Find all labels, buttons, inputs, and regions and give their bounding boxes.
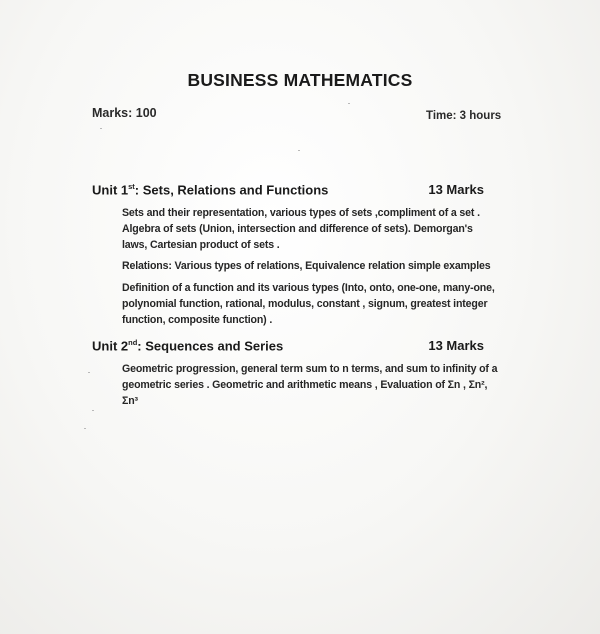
unit-1-paragraph-sets: Sets and their representation, various types of sets ,compliment of a set . Algebra of sets (Union, intersection and difference of sets). Demorgan's laws, Cartesian product of sets . (122, 207, 480, 251)
unit-1-label: Unit 1 (92, 182, 129, 198)
unit-1-ordinal: st (128, 182, 135, 191)
unit-1-title: : Sets, Relations and Functions (134, 182, 329, 198)
unit-2-ordinal: nd (128, 338, 138, 347)
unit-2-title: : Sequences and Series (137, 338, 284, 354)
unit-2-heading (92, 338, 484, 353)
scan-speck (298, 150, 300, 151)
scan-speck (348, 103, 350, 104)
scan-speck (88, 372, 90, 373)
unit-1-paragraph-functions: Definition of a function and its various types (Into, onto, one-one, many-one, polynomial function, rational, modulus, constant , signum, greatest integer function, composite function) . (122, 282, 495, 326)
document-title: BUSINESS MATHEMATICS (187, 70, 413, 90)
unit-2-paragraph-sequences: Geometric progression, general term sum to n terms, and sum to infinity of a geometric series . Geometric and arithmetic means , Evaluation of Σn , Σn², Σn³ (122, 363, 498, 407)
scan-speck (84, 428, 86, 429)
unit-1-marks: 13 Marks (428, 182, 484, 197)
time-allowed: Time: 3 hours (426, 110, 502, 122)
unit-2-label: Unit 2 (92, 338, 129, 354)
unit-2-marks: 13 Marks (428, 338, 484, 353)
scan-speck (92, 410, 94, 411)
unit-1-paragraph-relations: Relations: Various types of relations, Equivalence relation simple examples (122, 260, 491, 272)
unit-1-heading (92, 182, 484, 197)
total-marks: Marks: 100 (92, 106, 157, 120)
scan-speck (100, 128, 102, 129)
